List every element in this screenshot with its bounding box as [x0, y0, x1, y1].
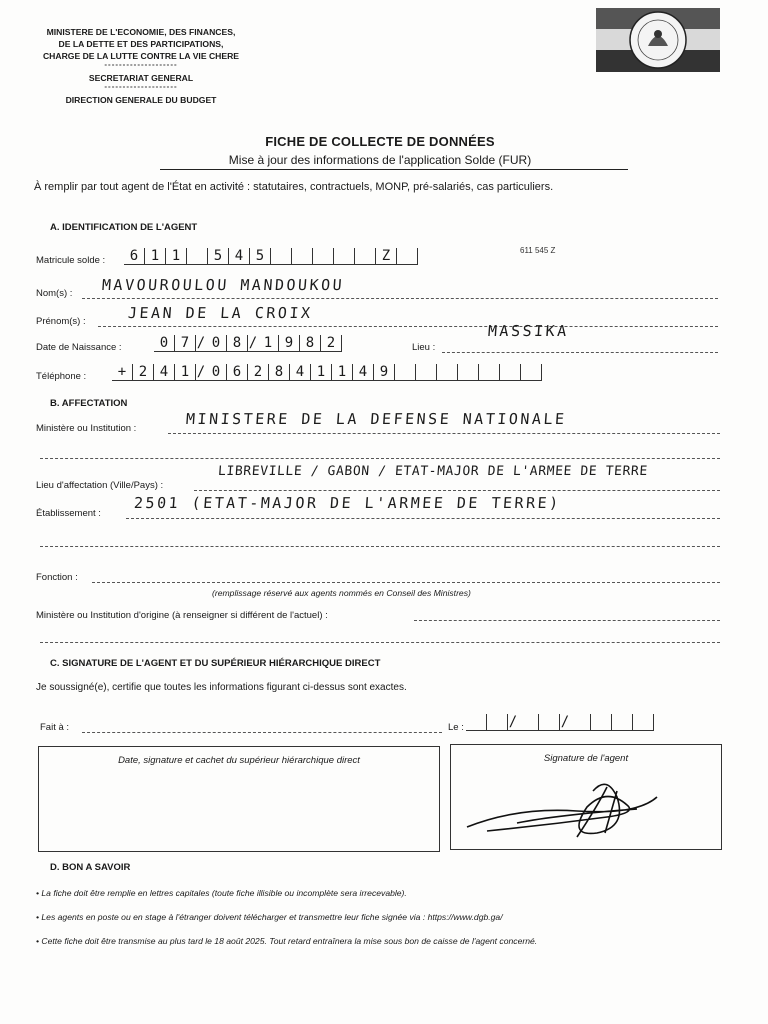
fonction-note: (remplissage réservé aux agents nommés en Conseil des Ministres) [212, 588, 471, 598]
matricule-cell [271, 248, 292, 264]
ministere-line [168, 433, 720, 434]
prenom-line [98, 326, 718, 327]
telephone-cell: 2 [248, 364, 269, 380]
date-cell: 1 [258, 335, 279, 351]
telephone-cell: 6 [227, 364, 248, 380]
section-d-title: D. BON A SAVOIR [50, 862, 131, 873]
matricule-cell: 1 [145, 248, 166, 264]
telephone-cell [479, 364, 500, 380]
telephone-cell: 2 [133, 364, 154, 380]
bon-a-savoir-item-3: • Cette fiche doit être transmise au plus tard le 18 août 2025. Tout retard entraînera la mise sous bon de caisse de l'agent concerné. [36, 936, 538, 946]
matricule-cell: 4 [229, 248, 250, 264]
date-cell [612, 714, 633, 730]
header-separator-2: -------------------- [104, 82, 178, 91]
telephone-cell: 1 [175, 364, 196, 380]
telephone-cell: 4 [290, 364, 311, 380]
matricule-cell: 6 [124, 248, 145, 264]
date-cell: 0 [206, 335, 227, 351]
matricule-cell: 1 [166, 248, 187, 264]
date-naissance-field[interactable] [154, 335, 342, 352]
matricule-label: Matricule solde : [36, 255, 106, 266]
ministry-header [36, 26, 246, 106]
lieu-naissance-line [442, 352, 718, 353]
date-cell [518, 714, 539, 730]
date-signature-field[interactable] [466, 714, 654, 731]
bon-a-savoir-item-1: • La fiche doit être remplie en lettres capitales (toute fiche illisible ou incomplète sera irrecevable). [36, 888, 407, 898]
form-subtitle: Mise à jour des informations de l'application Solde (FUR) [228, 153, 532, 167]
telephone-cell: 4 [154, 364, 175, 380]
naissance-label: Date de Naissance : [36, 342, 122, 353]
date-cell: 9 [279, 335, 300, 351]
etablissement-label: Établissement : [36, 508, 101, 519]
prenom-label: Prénom(s) : [36, 316, 86, 327]
telephone-cell [458, 364, 479, 380]
subtitle-underline [160, 169, 628, 170]
telephone-cell: + [112, 364, 133, 380]
telephone-label: Téléphone : [36, 371, 87, 382]
telephone-field[interactable] [112, 364, 542, 381]
date-cell: 0 [154, 335, 175, 351]
section-a-title: A. IDENTIFICATION DE L'AGENT [50, 222, 198, 233]
date-cell [570, 714, 591, 730]
matricule-cell [313, 248, 334, 264]
fonction-input[interactable] [92, 582, 720, 583]
lieu-affectation-input[interactable]: LIBREVILLE / GABON / ETAT-MAJOR DE L'ARMEE DE TERRE [217, 464, 649, 479]
section-c-title: C. SIGNATURE DE L'AGENT ET DU SUPÉRIEUR HIÉRARCHIQUE DIRECT [50, 658, 381, 669]
ministere-label: Ministère ou Institution : [36, 423, 137, 434]
fait-a-input[interactable] [82, 732, 442, 733]
nom-label: Nom(s) : [36, 288, 73, 299]
fonction-label: Fonction : [36, 572, 78, 583]
telephone-cell: 9 [374, 364, 395, 380]
date-cell [633, 714, 654, 730]
telephone-cell [500, 364, 521, 380]
date-cell [591, 714, 612, 730]
telephone-slash: / [196, 364, 206, 380]
telephone-cell [395, 364, 416, 380]
origine-label: Ministère ou Institution d'origine (à renseigner si différent de l'actuel) : [36, 610, 328, 621]
matricule-value-readout: 611 545 Z [520, 246, 556, 255]
superieur-signature-box[interactable] [38, 746, 440, 852]
superieur-box-label: Date, signature et cachet du supérieur hiérarchique direct [118, 755, 360, 766]
header-separator: -------------------- [104, 60, 178, 69]
date-slash: / [508, 714, 518, 730]
ministry-line-3: CHARGE DE LA LUTTE CONTRE LA VIE CHERE [42, 51, 240, 61]
matricule-cell: Z [376, 248, 397, 264]
ministry-line-2: DE LA DETTE ET DES PARTICIPATIONS, [58, 39, 224, 49]
ministere-line-2 [40, 458, 720, 459]
lieu-affectation-line [194, 490, 720, 491]
date-cell: 7 [175, 335, 196, 351]
origine-input[interactable] [414, 620, 720, 621]
nom-line [82, 298, 718, 299]
secretariat-label: SECRETARIAT GENERAL [88, 73, 194, 83]
attestation-text: Je soussigné(e), certifie que toutes les informations figurant ci-dessus sont exactes. [36, 682, 407, 693]
telephone-cell: 1 [311, 364, 332, 380]
origine-line-2 [40, 642, 720, 643]
telephone-cell: 4 [353, 364, 374, 380]
telephone-cell: 1 [332, 364, 353, 380]
lieu-naissance-input[interactable]: MASSIKA [487, 322, 570, 340]
nom-input[interactable]: MAVOUROULOU MANDOUKOU [101, 276, 345, 294]
date-cell [539, 714, 560, 730]
matricule-cell [355, 248, 376, 264]
republic-seal [596, 8, 720, 72]
telephone-cell [437, 364, 458, 380]
matricule-cell [292, 248, 313, 264]
telephone-cell: 0 [206, 364, 227, 380]
telephone-cell [521, 364, 542, 380]
matricule-cell [397, 248, 418, 264]
date-cell: 2 [321, 335, 342, 351]
fait-a-label: Fait à : [40, 722, 70, 733]
date-slash: / [560, 714, 570, 730]
matricule-field[interactable] [124, 248, 418, 265]
date-slash: / [196, 335, 206, 351]
prenom-input[interactable]: JEAN DE LA CROIX [127, 304, 314, 322]
etablissement-line-2 [40, 546, 720, 547]
bon-a-savoir-item-2: • Les agents en poste ou en stage à l'étranger doivent télécharger et transmettre leur fiche signée via : https://www.dgb.ga/ [36, 912, 503, 922]
matricule-cell: 5 [250, 248, 271, 264]
date-slash: / [248, 335, 258, 351]
date-cell: 8 [300, 335, 321, 351]
form-intro: À remplir par tout agent de l'État en activité : statutaires, contractuels, MONP, pré-salariés, cas particuliers. [34, 181, 554, 193]
agent-signature-icon [457, 767, 717, 847]
etablissement-line [126, 518, 720, 519]
date-cell: 8 [227, 335, 248, 351]
section-b-title: B. AFFECTATION [50, 398, 128, 409]
lieu-affectation-label: Lieu d'affectation (Ville/Pays) : [36, 480, 164, 491]
agent-signature-box[interactable] [450, 744, 722, 850]
lieu-naissance-label: Lieu : [412, 342, 436, 353]
form-title: FICHE DE COLLECTE DE DONNÉES [265, 134, 495, 149]
ministere-input[interactable]: MINISTERE DE LA DEFENSE NATIONALE [185, 410, 568, 428]
telephone-cell: 8 [269, 364, 290, 380]
matricule-cell: 5 [208, 248, 229, 264]
date-cell [487, 714, 508, 730]
matricule-cell [187, 248, 208, 264]
telephone-cell [416, 364, 437, 380]
agent-box-label: Signature de l'agent [543, 753, 629, 764]
etablissement-input[interactable]: 2501 (ETAT-MAJOR DE L'ARMEE DE TERRE) [133, 494, 562, 512]
date-cell [466, 714, 487, 730]
ministry-line-1: MINISTERE DE L'ECONOMIE, DES FINANCES, [46, 27, 236, 37]
direction-label: DIRECTION GENERALE DU BUDGET [65, 95, 217, 105]
le-label: Le : [448, 722, 464, 733]
matricule-cell [334, 248, 355, 264]
gabon-coat-of-arms-icon [596, 8, 720, 72]
